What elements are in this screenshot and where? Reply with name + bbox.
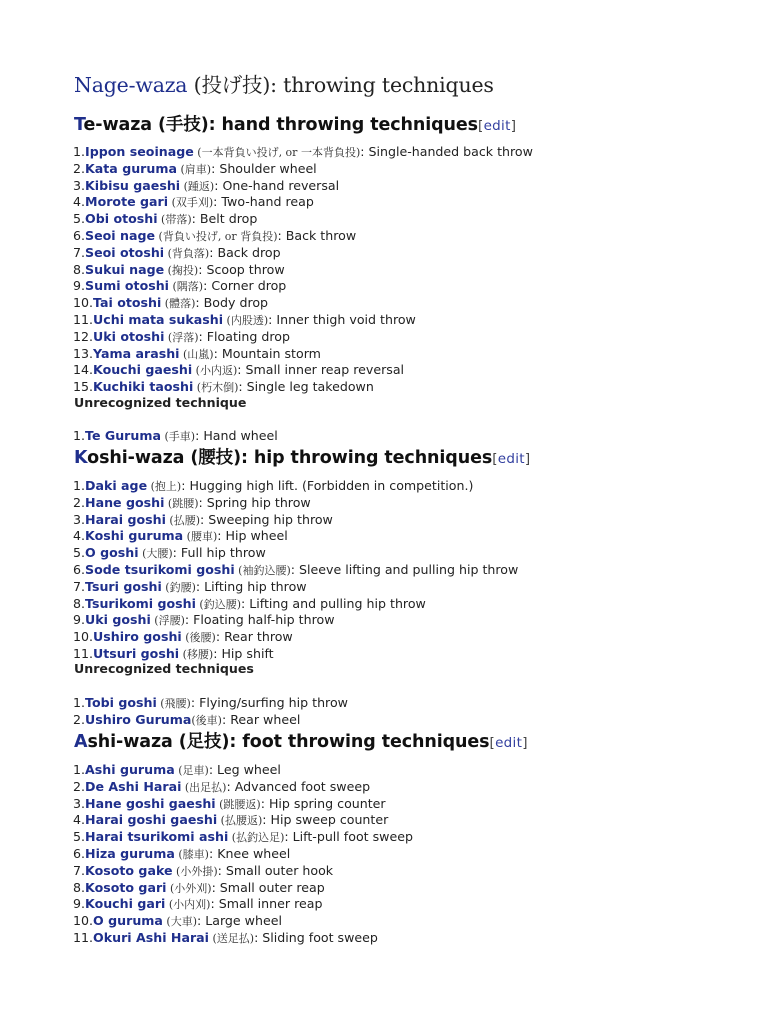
technique-description: : One-hand reversal <box>214 177 340 193</box>
japanese-name: (跳腰返) <box>215 797 261 811</box>
item-number: 9. <box>73 896 86 912</box>
technique-description: : Hip wheel <box>217 528 288 544</box>
technique-item <box>73 245 533 262</box>
item-number: 7. <box>73 862 86 878</box>
technique-description: : Two-hand reap <box>213 194 314 210</box>
item-number: 3. <box>73 511 86 527</box>
item-number: 9. <box>73 278 86 294</box>
unrecognized-list-koshi-waza <box>73 695 348 729</box>
item-number: 1. <box>73 428 86 443</box>
technique-item <box>73 194 533 211</box>
japanese-name: (山嵐) <box>179 347 214 361</box>
technique-description: : Single leg takedown <box>238 379 374 395</box>
item-number: 10. <box>73 913 94 929</box>
japanese-name: (袖釣込腰) <box>234 563 291 577</box>
technique-description: : Advanced foot sweep <box>226 778 371 794</box>
technique-item <box>73 144 533 161</box>
technique-link[interactable]: Utsuri goshi <box>93 645 180 661</box>
technique-item <box>73 762 413 779</box>
technique-link[interactable]: Tsurikomi goshi <box>85 595 196 611</box>
japanese-name: (釣込腰) <box>195 597 241 611</box>
japanese-name: (小内返) <box>192 364 238 378</box>
item-number: 1. <box>73 478 86 493</box>
japanese-name: (背負い投げ, or 背負投) <box>155 229 278 243</box>
technique-link[interactable]: Te Guruma <box>85 428 161 443</box>
technique-link[interactable]: Harai goshi <box>85 511 166 527</box>
japanese-name: (體落) <box>161 297 196 311</box>
japanese-name: (内股透) <box>223 313 269 327</box>
japanese-name: (後車) <box>191 713 222 727</box>
technique-description: : Small outer reap <box>211 879 325 895</box>
heading-text: oshi-waza ( <box>87 448 199 468</box>
technique-description: : Lifting hip throw <box>195 578 307 594</box>
heading-tail: ): hand throwing techniques <box>200 115 478 135</box>
technique-link[interactable]: Hane goshi gaeshi <box>85 795 216 811</box>
japanese-name: (双手刈) <box>168 196 214 210</box>
technique-link[interactable]: Kouchi gaeshi <box>93 362 193 378</box>
japanese-name: (腰車) <box>183 530 218 544</box>
technique-description: : Full hip throw <box>172 545 266 561</box>
technique-description: : Single-handed back throw <box>360 144 533 159</box>
item-number: 1. <box>73 144 86 159</box>
technique-item <box>73 211 533 228</box>
edit-section-link[interactable]: [edit] <box>489 735 528 751</box>
technique-item <box>73 495 518 512</box>
technique-item <box>73 312 533 329</box>
technique-item <box>73 612 518 629</box>
japanese-name: (朽木倒) <box>193 381 239 395</box>
technique-list-te-waza <box>73 144 533 396</box>
technique-description: : Large wheel <box>197 913 282 929</box>
technique-list-koshi-waza <box>73 478 518 663</box>
technique-item <box>73 478 518 495</box>
technique-description: : Mountain storm <box>213 345 321 361</box>
technique-item <box>73 545 518 562</box>
japanese-name: (小内刈) <box>165 898 211 912</box>
technique-description: : Hip sweep counter <box>262 812 389 828</box>
technique-item <box>73 712 348 729</box>
technique-description: : Flying/surfing hip throw <box>190 695 348 710</box>
item-number: 14. <box>73 362 94 378</box>
technique-link[interactable]: Sode tsurikomi goshi <box>85 561 235 577</box>
japanese-name: (背負落) <box>164 246 210 260</box>
technique-description: : Sleeve lifting and pulling hip throw <box>290 561 519 577</box>
technique-description: : Inner thigh void throw <box>268 311 416 327</box>
technique-link[interactable]: Kuchiki taoshi <box>93 379 194 395</box>
heading-initial: K <box>74 448 88 468</box>
technique-link[interactable]: Harai goshi gaeshi <box>85 812 218 828</box>
technique-link[interactable]: Seoi otoshi <box>85 244 165 260</box>
japanese-name: (足車) <box>174 764 209 777</box>
item-number: 2. <box>73 494 86 510</box>
technique-item <box>73 829 413 846</box>
technique-item <box>73 178 533 195</box>
technique-item <box>73 428 278 445</box>
heading-text: e-waza ( <box>83 115 166 135</box>
japanese-name: (出足払) <box>181 780 227 794</box>
technique-item <box>73 779 413 796</box>
japanese-name: (抱上) <box>147 480 182 493</box>
technique-link[interactable]: Seoi nage <box>85 227 156 243</box>
technique-item <box>73 512 518 529</box>
technique-link[interactable]: Hane goshi <box>85 494 165 510</box>
item-number: 10. <box>73 629 94 645</box>
technique-link[interactable]: Kosoto gari <box>85 879 167 895</box>
technique-item <box>73 228 533 245</box>
technique-link[interactable]: O guruma <box>93 913 163 929</box>
japanese-name: (送足払) <box>208 931 255 945</box>
page-title <box>74 68 494 98</box>
technique-description: : Hugging high lift. (Forbidden in competition.) <box>181 478 474 493</box>
technique-link[interactable]: O goshi <box>85 545 139 561</box>
technique-description: : Sweeping hip throw <box>200 511 333 527</box>
japanese-name: (払釣込足) <box>228 831 285 845</box>
japanese-name: (掬投) <box>164 263 199 277</box>
technique-link[interactable]: Uki otoshi <box>93 328 165 344</box>
japanese-name: (一本背負い投げ, or 一本背負投) <box>193 146 361 159</box>
technique-item <box>73 695 348 712</box>
technique-item <box>73 863 413 880</box>
technique-link[interactable]: Tobi goshi <box>85 695 157 710</box>
technique-link[interactable]: Obi otoshi <box>85 211 158 227</box>
technique-link[interactable]: Ashi guruma <box>85 762 175 777</box>
japanese-name: (浮落) <box>164 330 199 344</box>
technique-link[interactable]: Yama arashi <box>93 345 180 361</box>
technique-item <box>73 528 518 545</box>
unrecognized-list-te-waza <box>73 428 278 445</box>
item-number: 2. <box>73 778 86 794</box>
technique-link[interactable]: Kosoto gake <box>85 862 173 878</box>
item-number: 6. <box>73 561 86 577</box>
technique-description: : Hand wheel <box>195 428 278 443</box>
technique-description: : Back throw <box>277 227 357 243</box>
technique-item <box>73 379 533 396</box>
item-number: 4. <box>73 528 86 544</box>
item-number: 3. <box>73 177 86 193</box>
item-number: 6. <box>73 845 86 861</box>
technique-link[interactable]: Ushiro Guruma <box>85 711 192 727</box>
technique-description: : Scoop throw <box>198 261 285 277</box>
item-number: 11. <box>73 929 94 945</box>
japanese-name: (隅落) <box>169 280 204 294</box>
technique-item <box>73 262 533 279</box>
technique-description: : Floating drop <box>198 328 290 344</box>
heading-initial: A <box>74 732 88 752</box>
japanese-name: (膝車) <box>174 847 209 861</box>
heading-kanji: 腰技 <box>198 448 234 468</box>
technique-link[interactable]: Uchi mata sukashi <box>93 311 224 327</box>
technique-item <box>73 278 533 295</box>
heading-text: shi-waza ( <box>87 732 187 752</box>
item-number: 4. <box>73 812 86 828</box>
technique-item <box>73 596 518 613</box>
edit-section-link[interactable]: [edit] <box>492 451 531 467</box>
technique-link[interactable]: Sumi otoshi <box>85 278 169 294</box>
item-number: 5. <box>73 211 86 227</box>
japanese-name: (小外掛) <box>172 864 218 878</box>
technique-description: : Rear throw <box>215 629 293 645</box>
item-number: 13. <box>73 345 94 361</box>
section-heading-koshi-waza <box>74 444 530 469</box>
heading-tail: ): foot throwing techniques <box>221 732 490 752</box>
item-number: 3. <box>73 795 86 811</box>
japanese-name: (移腰) <box>179 647 214 661</box>
technique-item <box>73 930 413 947</box>
section-heading-te-waza <box>74 111 516 136</box>
technique-link[interactable]: Tai otoshi <box>93 295 162 311</box>
technique-item <box>73 796 413 813</box>
heading-tail: ): hip throwing techniques <box>233 448 493 468</box>
technique-description: : Small inner reap <box>210 896 323 912</box>
technique-item <box>73 362 533 379</box>
item-number: 1. <box>73 695 86 710</box>
technique-description: : Small inner reap reversal <box>237 362 405 378</box>
item-number: 8. <box>73 879 86 895</box>
item-number: 15. <box>73 379 94 395</box>
item-number: 7. <box>73 244 86 260</box>
japanese-name: (大車) <box>162 915 197 929</box>
item-number: 5. <box>73 829 86 845</box>
japanese-name: (払腰返) <box>217 814 263 828</box>
technique-description: : Corner drop <box>203 278 287 294</box>
technique-list-ashi-waza <box>73 762 413 947</box>
technique-description: : Spring hip throw <box>198 494 311 510</box>
item-number: 10. <box>73 295 94 311</box>
item-number: 9. <box>73 612 86 628</box>
technique-item <box>73 295 533 312</box>
item-number: 12. <box>73 328 94 344</box>
technique-link[interactable]: De Ashi Harai <box>85 778 182 794</box>
unrecognized-label-te-waza: Unrecognized technique <box>74 395 247 410</box>
technique-description: : Shoulder wheel <box>211 160 317 176</box>
section-heading-ashi-waza <box>74 728 528 753</box>
technique-link[interactable]: Sukui nage <box>85 261 165 277</box>
technique-item <box>73 880 413 897</box>
technique-link[interactable]: Uki goshi <box>85 612 151 628</box>
technique-link[interactable]: Okuri Ashi Harai <box>93 929 209 945</box>
japanese-name: (浮腰) <box>150 614 185 628</box>
heading-initial: T <box>74 115 84 135</box>
japanese-name: (跳腰) <box>164 496 199 510</box>
technique-link[interactable]: Koshi guruma <box>85 528 184 544</box>
technique-item <box>73 579 518 596</box>
technique-description: : Lifting and pulling hip throw <box>241 595 426 611</box>
item-number: 1. <box>73 762 86 777</box>
technique-link[interactable]: Kata guruma <box>85 160 177 176</box>
item-number: 11. <box>73 311 94 327</box>
technique-item <box>73 562 518 579</box>
item-number: 2. <box>73 711 86 727</box>
technique-description: : Hip shift <box>213 645 274 661</box>
technique-link[interactable]: Tsuri goshi <box>85 578 162 594</box>
technique-link[interactable]: Kouchi gari <box>85 896 166 912</box>
item-number: 8. <box>73 261 86 277</box>
japanese-name: (大腰) <box>138 547 173 561</box>
edit-section-link[interactable]: [edit] <box>477 118 517 134</box>
technique-link[interactable]: Harai tsurikomi ashi <box>85 829 229 845</box>
technique-description: : Leg wheel <box>208 762 281 777</box>
technique-item <box>73 161 533 178</box>
item-number: 6. <box>73 227 86 243</box>
technique-description: : Rear wheel <box>221 711 301 727</box>
japanese-name: (踵返) <box>180 179 215 193</box>
technique-item <box>73 896 413 913</box>
technique-item <box>73 913 413 930</box>
heading-kanji: 足技 <box>186 732 222 752</box>
japanese-name: (小外刈) <box>166 881 212 895</box>
technique-link[interactable]: Daki age <box>85 478 148 493</box>
technique-item <box>73 629 518 646</box>
item-number: 2. <box>73 160 86 176</box>
item-number: 5. <box>73 545 86 561</box>
technique-description: : Back drop <box>209 244 281 260</box>
japanese-name: (手車) <box>160 430 196 443</box>
technique-link[interactable]: Ushiro goshi <box>93 629 182 645</box>
item-number: 11. <box>73 645 94 661</box>
item-number: 8. <box>73 595 86 611</box>
japanese-name: (後腰) <box>181 631 216 645</box>
title-rest: (投げ技): throwing techniques <box>187 73 494 97</box>
technique-item <box>73 812 413 829</box>
item-number: 7. <box>73 578 86 594</box>
technique-description: : Body drop <box>195 295 269 311</box>
technique-link[interactable]: Kibisu gaeshi <box>85 177 181 193</box>
technique-description: : Sliding foot sweep <box>254 929 378 945</box>
technique-description: : Floating half-hip throw <box>184 612 335 628</box>
japanese-name: (釣腰) <box>161 580 196 594</box>
technique-link[interactable]: Morote gari <box>85 194 169 210</box>
technique-description: : Lift-pull foot sweep <box>284 829 413 845</box>
unrecognized-label-koshi-waza: Unrecognized techniques <box>74 661 254 676</box>
technique-description: : Hip spring counter <box>260 795 386 811</box>
technique-item <box>73 329 533 346</box>
title-link[interactable]: Nage-waza <box>74 73 188 97</box>
technique-description: : Belt drop <box>191 211 258 227</box>
technique-item <box>73 846 413 863</box>
item-number: 4. <box>73 194 86 210</box>
technique-link[interactable]: Hiza guruma <box>85 845 175 861</box>
technique-item <box>73 346 533 363</box>
japanese-name: (飛腰) <box>156 697 191 710</box>
technique-description: : Knee wheel <box>208 845 291 861</box>
japanese-name: (肩車) <box>176 162 212 176</box>
technique-description: : Small outer hook <box>217 862 334 878</box>
japanese-name: (帯落) <box>157 213 192 227</box>
japanese-name: (払腰) <box>165 513 201 527</box>
technique-link[interactable]: Ippon seoinage <box>85 144 194 159</box>
heading-kanji: 手技 <box>165 115 201 135</box>
